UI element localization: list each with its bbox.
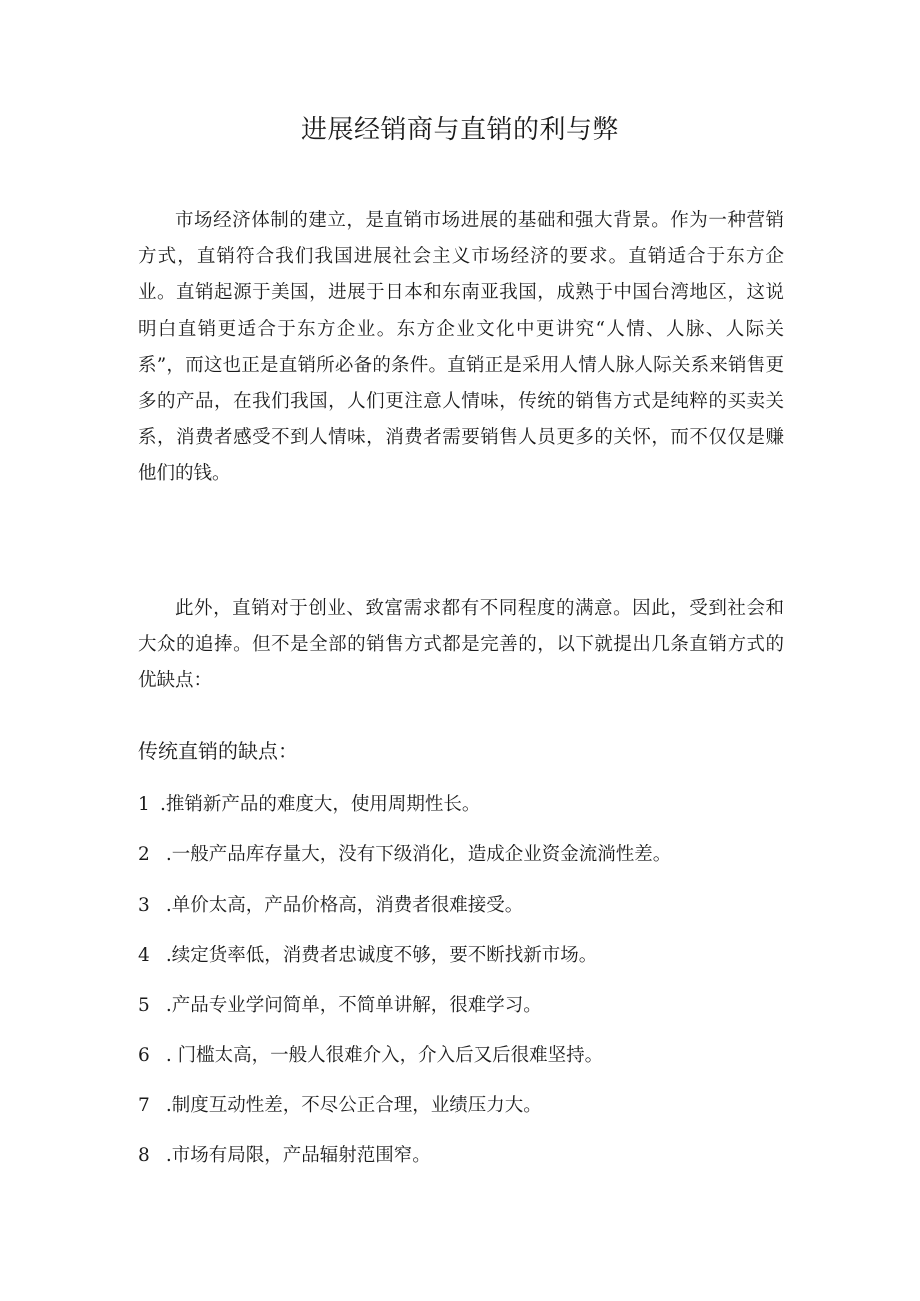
list-item-text: .制度互动性差，不尽公正合理，业绩压力大。 [160, 1095, 542, 1116]
paragraph-transition: 此外，直销对于创业、致富需求都有不同程度的满意。因此，受到社会和大众的追捧。但不是全部的销售方式都是完善的，以下就提出几条直销方式的优缺点： [138, 598, 784, 692]
list-item [138, 891, 798, 921]
list-item [138, 790, 798, 820]
list-item-text: .一般产品库存量大，没有下级消化，造成企业资金流淌性差。 [160, 844, 672, 865]
list-item-number: 7 [138, 1095, 150, 1116]
paragraph-intro: 市场经济体制的建立，是直销市场进展的基础和强大背景。作为一种营销方式，直销符合我们我国进展社会主义市场经济的要求。直销适合于东方企业。直销起源于美国，进展于日本和东南亚我国，成熟于中国台湾地区，这说明白直销更适合于东方企业。东方企业文化中更讲究“人情、人脉、人际关系”，而这也正是直销所必备的条件。直销正是采用人情人脉人际关系来销售更多的产品，在我们我国，人们更注意人情味，传统的销售方式是纯粹的买卖关系，消费者感受不到人情味，消费者需要销售人员更多的关怀，而不仅仅是赚他们的钱。 [138, 210, 784, 485]
list-item-text: .市场有局限，产品辐射范围窄。 [160, 1145, 431, 1166]
list-item-number: 4 [138, 945, 150, 966]
list-item-number: 1 [138, 794, 150, 815]
list-item [138, 1091, 798, 1121]
list-item-text: .产品专业学问简单，不简单讲解，很难学习。 [160, 995, 542, 1016]
list-item [138, 1141, 798, 1171]
list-item-number: 3 [138, 895, 150, 916]
list-item-text: .推销新产品的难度大，使用周期性长。 [160, 794, 481, 815]
list-item [138, 1041, 798, 1071]
list-item-number: 8 [138, 1145, 150, 1166]
list-item-number: 6 [138, 1045, 150, 1066]
list-item [138, 991, 798, 1021]
list-item-text: .单价太高，产品价格高，消费者很难接受。 [160, 895, 524, 916]
section-heading: 传统直销的缺点： [138, 739, 298, 763]
list-item-number: 5 [138, 995, 150, 1016]
list-item [138, 941, 798, 971]
list-item-number: 2 [138, 844, 150, 865]
document-title: 进展经销商与直销的利与弊 [300, 115, 619, 145]
list-item-text: .续定货率低，消费者忠诚度不够，要不断找新市场。 [160, 945, 598, 966]
list-item [138, 840, 798, 870]
list-item-text: . 门槛太高，一般人很难介入，介入后又后很难坚持。 [160, 1045, 604, 1066]
